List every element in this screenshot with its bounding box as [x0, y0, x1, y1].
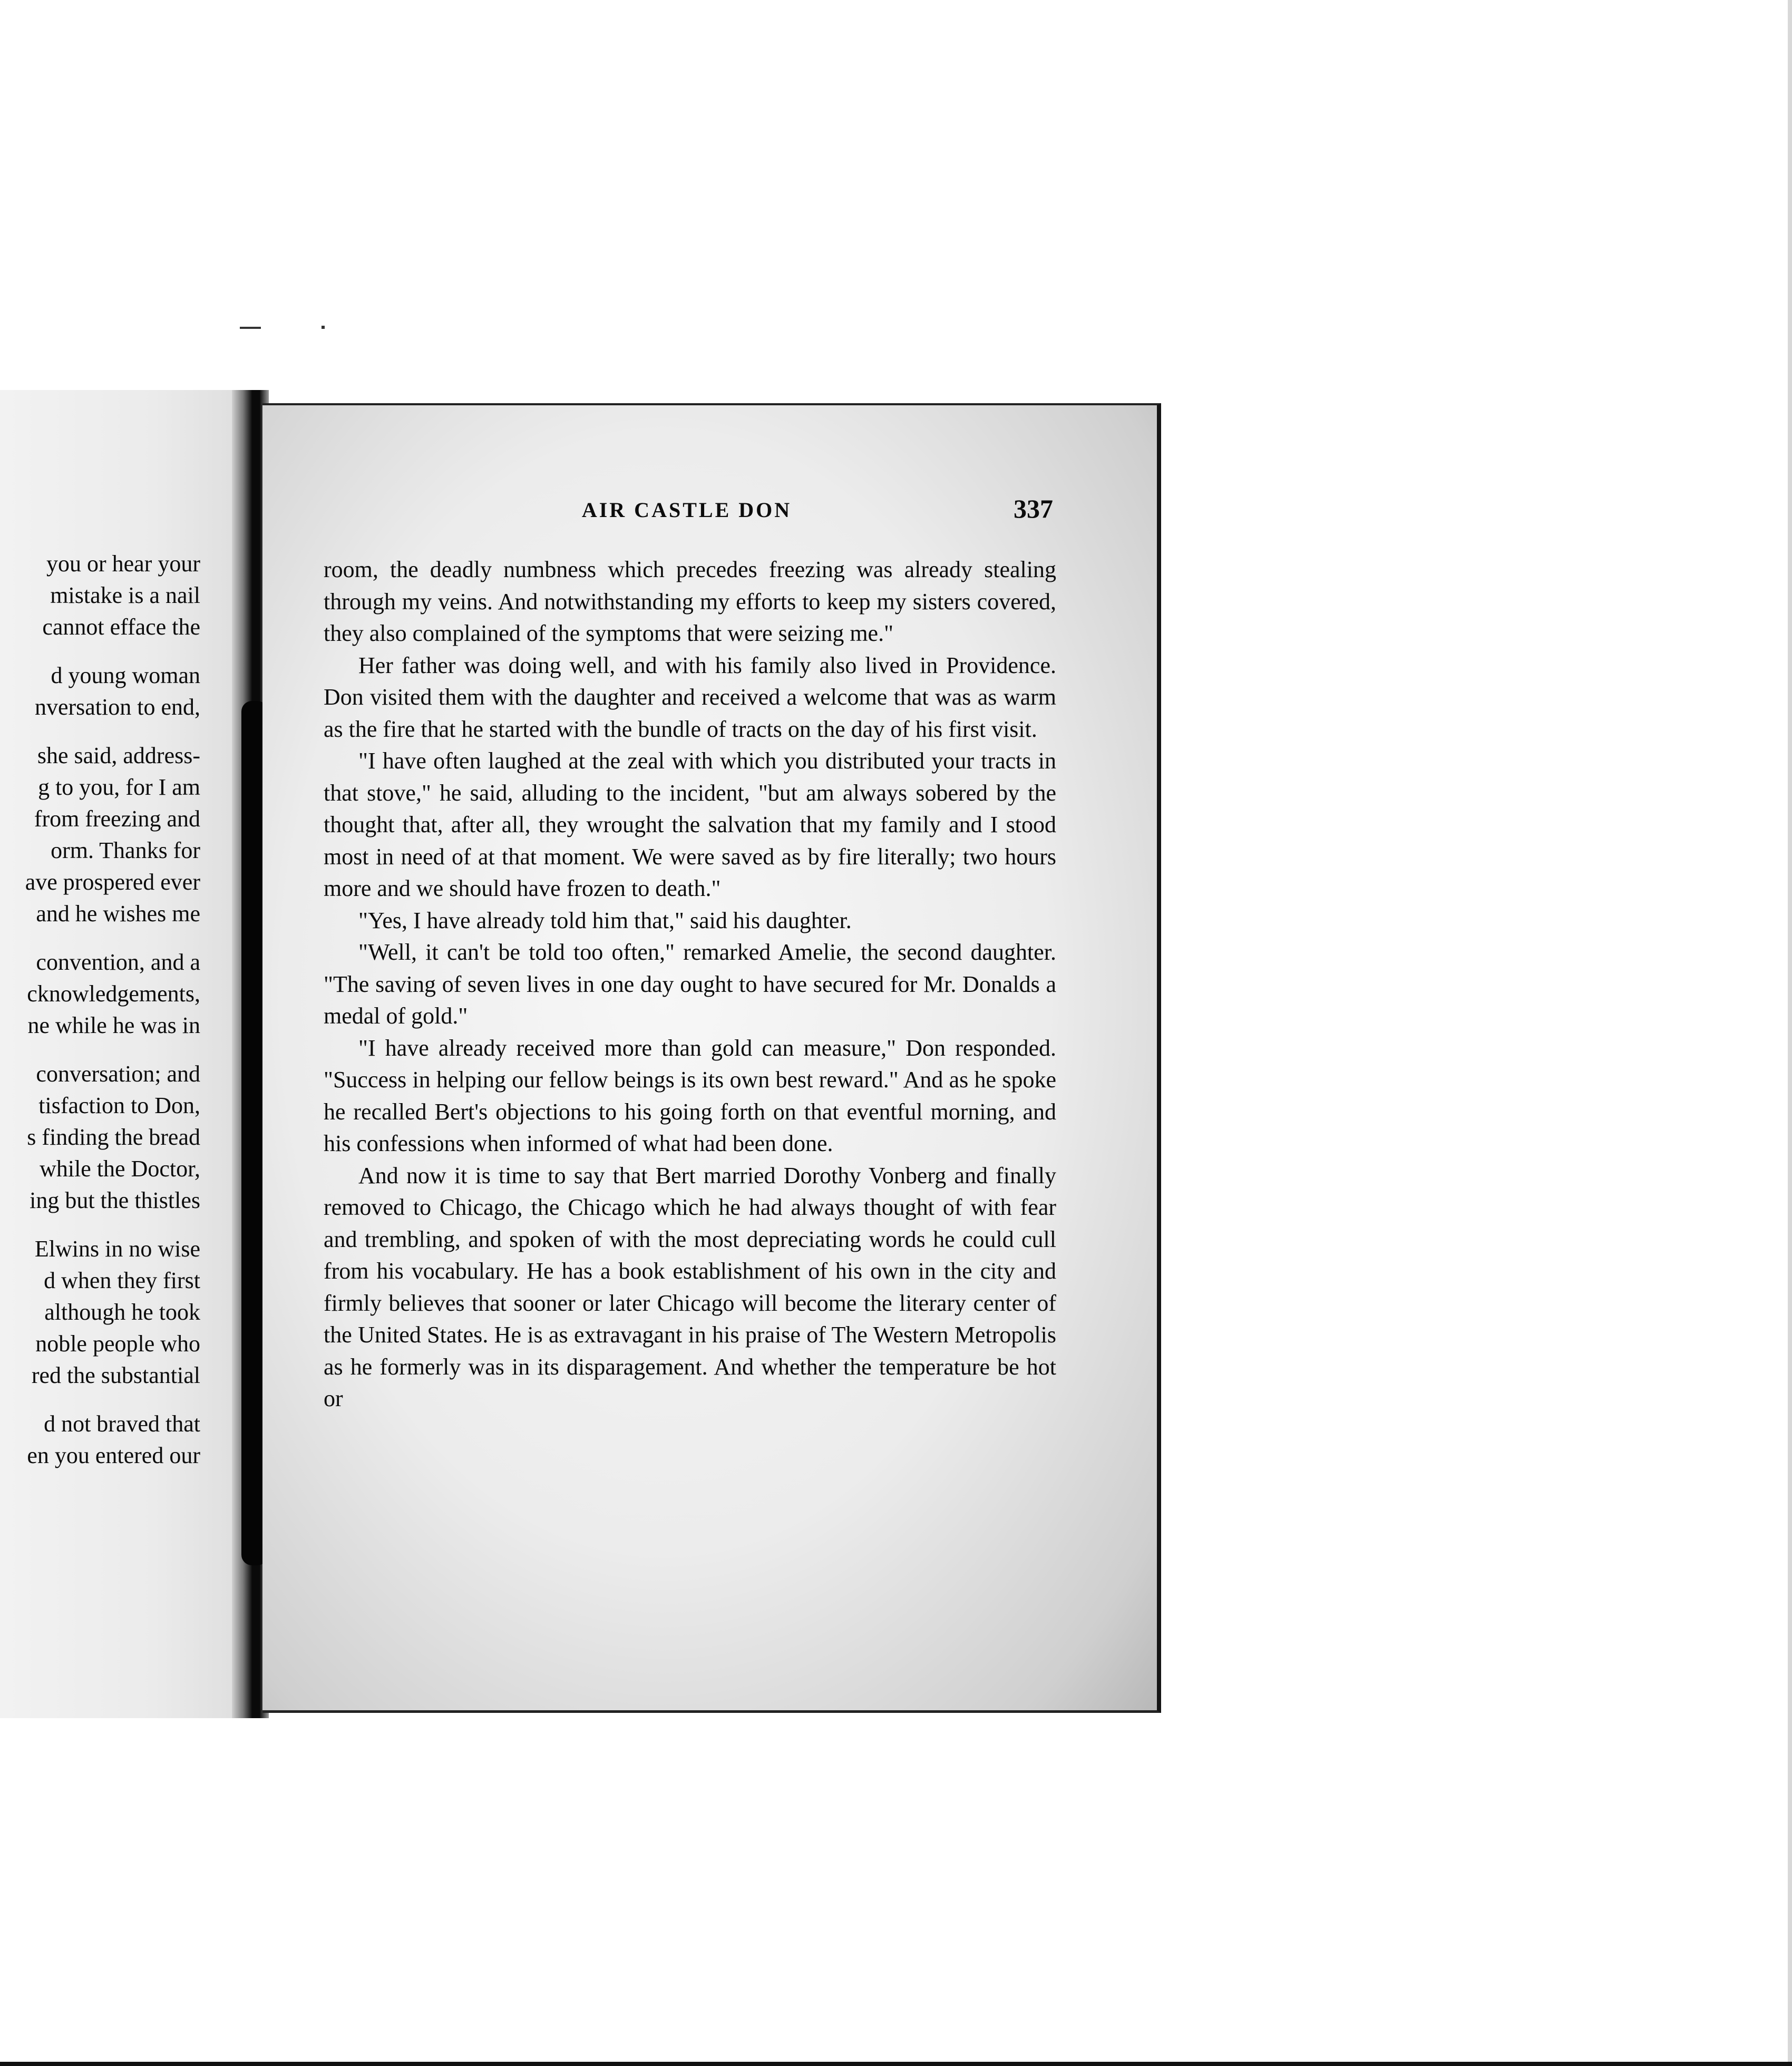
previous-page-text	[0, 548, 200, 1488]
previous-page-line: ave prospered ever	[25, 869, 200, 895]
previous-page-line: and he wishes me	[36, 901, 200, 927]
previous-page-line: although he took	[44, 1299, 200, 1325]
current-page	[262, 403, 1161, 1713]
previous-page-line: from freezing and	[34, 806, 200, 832]
previous-page-line: she said, address-	[37, 743, 200, 768]
page-number: 337	[1014, 494, 1053, 523]
paragraph: "I have already received more than gold can measure," Don responded. "Success in helping our fellow beings is its own best reward." And as he spoke he recalled Bert's objections to his going forth on that eventful morning, and his confessions when informed of what had been done.	[324, 1035, 1056, 1156]
previous-page-line: g to you, for I am	[38, 774, 200, 800]
previous-page-line: red the substantial	[31, 1362, 200, 1388]
paragraph-gap	[0, 930, 200, 947]
paragraph-gap	[0, 723, 200, 740]
previous-page-line: d when they first	[44, 1268, 200, 1293]
paragraph-gap	[0, 1041, 200, 1058]
previous-page-line: en you entered our	[27, 1443, 200, 1468]
previous-page-line: orm. Thanks for	[51, 837, 200, 863]
previous-page-line: while the Doctor,	[40, 1156, 200, 1182]
scan-edge-right	[1788, 0, 1792, 2066]
previous-page-line: convention, and a	[36, 949, 200, 975]
previous-page-line: tisfaction to Don,	[38, 1093, 200, 1118]
paragraph: "Yes, I have already told him that," said his daughter.	[358, 907, 852, 933]
paragraph-gap	[0, 1216, 200, 1233]
previous-page-line: cknowledgements,	[27, 981, 200, 1007]
previous-page-line: d young woman	[51, 662, 200, 688]
previous-page-line: ing but the thistles	[30, 1187, 200, 1213]
body-text	[324, 554, 1056, 1415]
previous-page-line: cannot efface the	[42, 614, 200, 640]
previous-page-line: noble people who	[35, 1331, 200, 1357]
previous-page-line: ne while he was in	[27, 1012, 200, 1038]
paragraph: And now it is time to say that Bert married Dorothy Vonberg and finally removed to Chicago, the Chicago which he had always thought of with fear and trembling, and spoken of with the most depreciating words he could cull from his vocabulary. He has a book establishment of his own in the city and firmly believes that sooner or later Chicago will become the literary center of the United States. He is as extravagant in his praise of The Western Metropolis as he formerly was in its disparagement. And whether the temperature be hot or	[324, 1162, 1056, 1411]
previous-page-line: you or hear your	[46, 551, 200, 577]
paragraph: room, the deadly numbness which precedes freezing was already stealing through my veins. And notwithstanding my efforts to keep my sisters covered, they also complained of the symptoms that were seizing me."	[324, 557, 1056, 646]
stray-mark	[240, 327, 261, 329]
previous-page-line: nversation to end,	[34, 694, 200, 720]
paragraph-gap	[0, 643, 200, 660]
previous-page-line: mistake is a nail	[50, 582, 200, 608]
scan-edge-bottom	[0, 2062, 1792, 2066]
paragraph: Her father was doing well, and with his family also lived in Providence. Don visited them with the daughter and received a welcome that was as warm as the fire that he started with the bundle of tracts on the day of his first visit.	[324, 652, 1056, 742]
previous-page-line: conversation; and	[36, 1061, 200, 1087]
paragraph: "Well, it can't be told too often," remarked Amelie, the second daughter. "The saving of seven lives in one day ought to have secured for Mr. Donalds a medal of gold."	[324, 939, 1056, 1029]
previous-page-line: d not braved that	[44, 1411, 200, 1437]
paragraph-gap	[0, 1471, 200, 1488]
previous-page-line: s finding the bread	[27, 1124, 200, 1150]
stray-mark	[322, 326, 325, 329]
paragraph-gap	[0, 1391, 200, 1408]
paragraph: "I have often laughed at the zeal with which you distributed your tracts in that stove," he said, alluding to the incident, "but am always sobered by the thought that, after all, they wrought the salvation that my family and I stood most in need of at that moment. We were saved as by fire literally; two hours more and we should have frozen to death."	[324, 748, 1056, 901]
previous-page	[0, 390, 258, 1718]
running-head	[323, 494, 1053, 529]
running-title: AIR CASTLE DON	[581, 498, 792, 522]
previous-page-line: Elwins in no wise	[34, 1236, 200, 1262]
